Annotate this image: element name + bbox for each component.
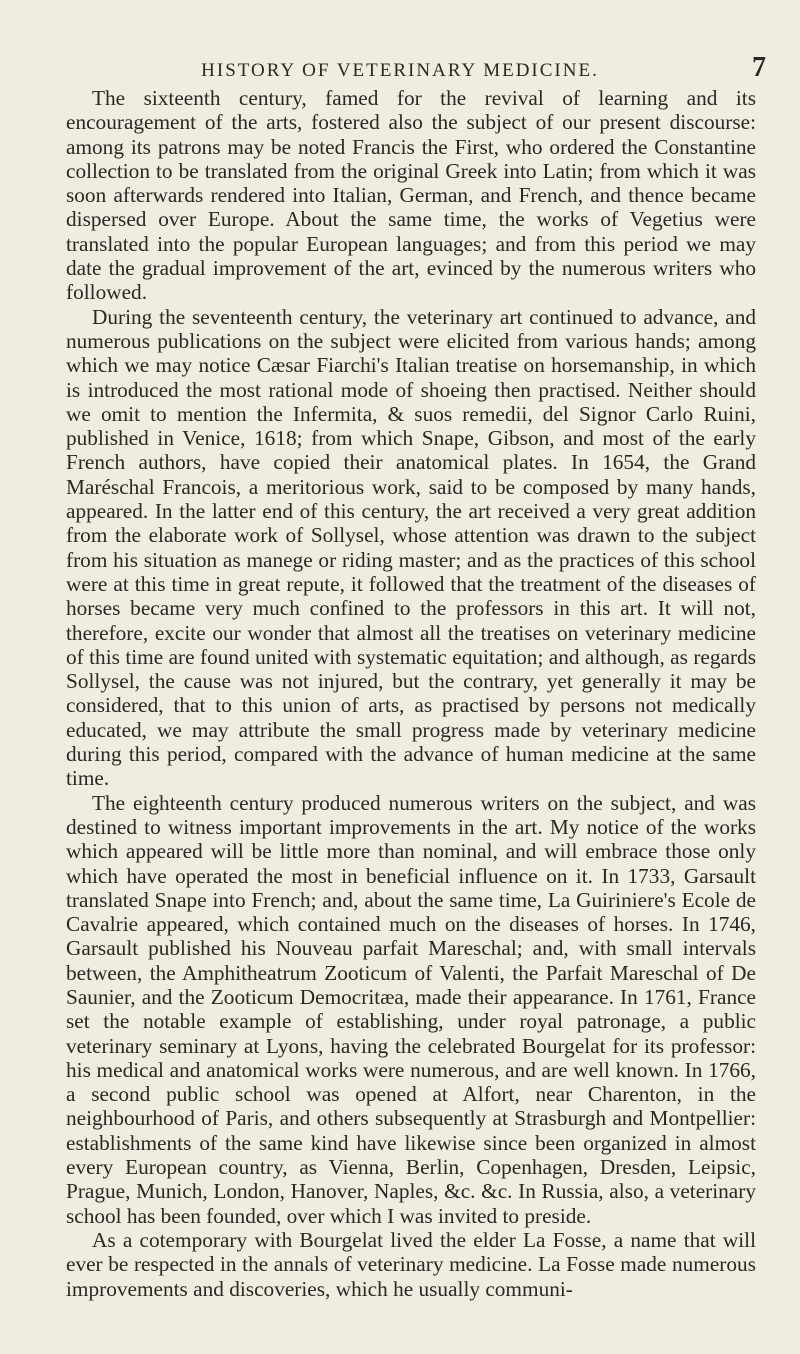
running-title: HISTORY OF VETERINARY MEDICINE. [201, 60, 599, 81]
page-number: 7 [752, 52, 766, 83]
body-text [66, 86, 756, 1301]
paragraph-sixteenth-century: The sixteenth century, famed for the revival of learning and its encouragement of the arts, fostered also the subject of our present discourse: among its patrons may be noted Francis the First, who ordered the Constantine collection to be translated from the original Greek into Latin; from which it was soon afterwards rendered into Italian, German, and French, and thence became dispersed over Europe. About the same time, the works of Vegetius were translated into the popular European languages; and from this period we may date the gradual improvement of the art, evinced by the numerous writers who followed. [66, 86, 756, 305]
paragraph-eighteenth-century: The eighteenth century produced numerous writers on the subject, and was destined to witness important improvements in the art. My notice of the works which appeared will be little more than nominal, and will embrace those only which have operated the most in beneficial influence on it. In 1733, Garsault translated Snape into French; and, about the same time, La Guiriniere's Ecole de Cavalrie appeared, which contained much on the diseases of horses. In 1746, Garsault published his Nouveau parfait Mareschal; and, with small intervals between, the Amphitheatrum Zooticum of Valenti, the Parfait Mareschal of De Saunier, and the Zooticum Democritæa, made their appearance. In 1761, France set the notable example of establishing, under royal patronage, a public veterinary seminary at Lyons, having the celebrated Bourgelat for its professor: his medical and anatomical works were numerous, and are well known. In 1766, a second public school was opened at Alfort, near Charenton, in the neighbourhood of Paris, and others subsequently at Strasburgh and Montpellier: establishments of the same kind have likewise since been organized in almost every European country, as Vienna, Berlin, Copenhagen, Dresden, Leipsic, Prague, Munich, London, Hanover, Naples, &c. &c. In Russia, also, a veterinary school has been founded, over which I was invited to preside. [66, 790, 756, 1228]
paragraph-seventeenth-century: During the seventeenth century, the veterinary art continued to advance, and numerous publications on the subject were elicited from various hands; among which we may notice Cæsar Fiarchi's Italian treatise on horsemanship, in which is introduced the most rational mode of shoeing then practised. Neither should we omit to mention the Infermita, & suos remedii, del Signor Carlo Ruini, published in Venice, 1618; from which Snape, Gibson, and most of the early French authors, have copied their anatomical plates. In 1654, the Grand Maréschal Francois, a meritorious work, said to be composed by many hands, appeared. In the latter end of this century, the art received a very great addition from the elaborate work of Sollysel, whose attention was drawn to the subject from his situation as manege or riding master; and as the practices of this school were at this time in great repute, it followed that the treatment of the diseases of horses became very much confined to the professors in this art. It will not, therefore, excite our wonder that almost all the treatises on veterinary medicine of this time are found united with systematic equitation; and although, as regards Sollysel, the cause was not injured, but the contrary, yet generally it may be considered, that to this union of arts, as practised by persons not medically educated, we may attribute the small progress made by veterinary medicine during this period, compared with the advance of human medicine at the same time. [66, 304, 756, 791]
paragraph-la-fosse: As a cotemporary with Bourgelat lived the elder La Fosse, a name that will ever be respected in the annals of veterinary medicine. La Fosse made numerous improvements and discoveries, which he usually communi- [66, 1227, 756, 1301]
running-head [0, 52, 800, 82]
